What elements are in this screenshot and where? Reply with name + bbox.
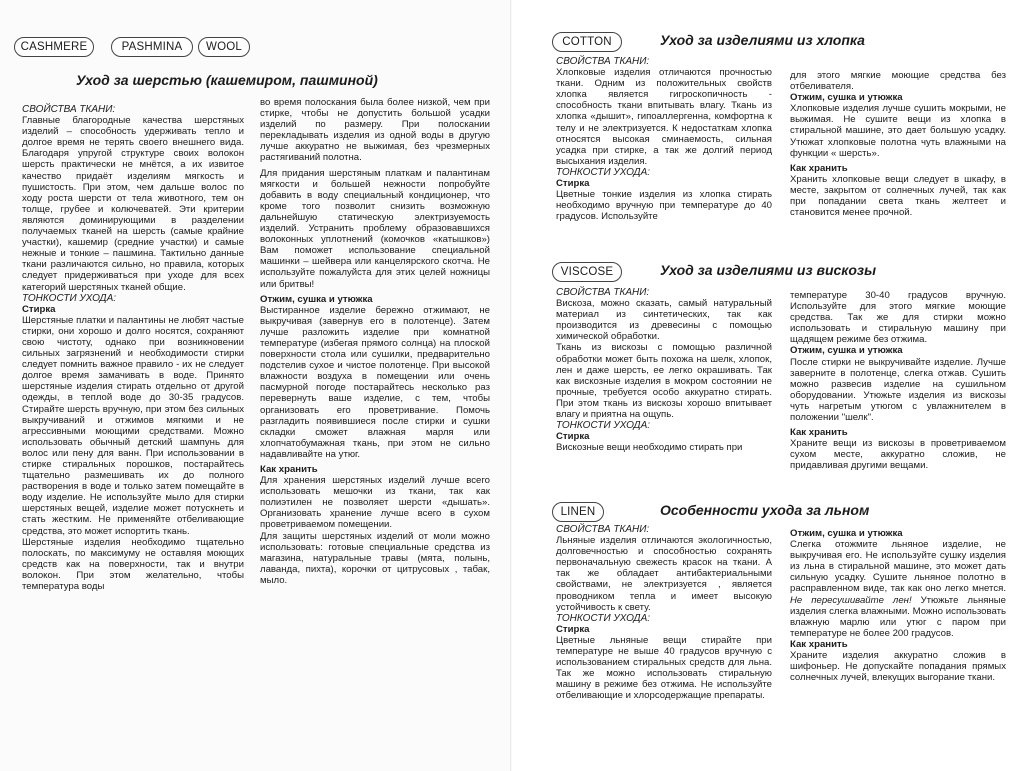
- viscose-care-label: ТОНКОСТИ УХОДА:: [556, 420, 651, 432]
- wool-rinse-continued: во время полоскания была более низкой, чем при стирке, чтобы не допустить большой усадки изделий по размеру. При полоскании перекладывать изделия из одной воды в другую лучше аккуратно не выжимая, без чрезмерных растягиваний полотна.: [260, 97, 490, 164]
- cotton-col2-text: для этого мягкие моющие средства без отбеливателя.: [790, 70, 1006, 93]
- linen-title: Особенности ухода за льном: [660, 502, 870, 518]
- viscose-col2-text: температуре 30-40 градусов вручную. Используйте для этого мягкие моющие средства. Так же для стирки можно использовать и стиральную машину при щадящем режиме без отжима.: [790, 290, 1006, 346]
- cotton-props-text: Хлопковые изделия отличаются прочностью ткани. Одним из положительных свойств хлопка является гигроскопичность - способность ткани впитывать влагу. Ткань из хлопка «дышит», гипоаллергенна, комфортна к телу и не электризуется. К недостаткам хлопка относятся высокая сминаемость, сильная усадка при стирке, а так же долгий период высыхания изделия.: [556, 67, 772, 167]
- cotton-dry-text: Хлопковые изделия лучше сушить мокрыми, не выжимая. Не сушите вещи из хлопка в стиральной машине, это дает большую усадку. Утюжат хлопковые полотна чуть влажными на функции « шерсть».: [790, 103, 1006, 159]
- cotton-care-label: ТОНКОСТИ УХОДА:: [556, 166, 651, 178]
- wool-wash-text: Шерстяные платки и палантины не любят частые стирки, они хорошо и долго носятся, сохраняют свою чистоту, однако при возникновении сильных загрязнений и необходимости стирки следует помнить важное правило - их не следует долгое время замачивать в воде. Принято шерстяные изделия стирать отдельно от другой одежды, в теплой воде до 30-35 градусов. Стирайте шерсть вручную, при этом без сильных выкручиваний и отжимов мягкими и не агрессивными моющими средствами. Можно использовать обычный детский шампунь для волос или пену для ванн. При использовании в стирке стиральных порошков, постарайтесь тщательно размешивать их до полного растворения в воде и только затем помещайте в воду изделие. Не используйте мыло для стирки шерстяных вещей, изделие может потускнеть и стать жестким. Не применяйте отбеливающие средства, это может испортить ткань.: [22, 314, 244, 537]
- wool-moth-text: Для защиты шерстяных изделий от моли можно использовать: готовые специальные средства из магазина, натуральные травы (мята, полынь, лаванда, пихта), корочки от цитрусовых , табак, мыло.: [260, 530, 490, 586]
- viscose-store-text: Храните вещи из вискозы в проветриваемом сухом месте, аккуратно сложив, не придавливая другими вещами.: [790, 438, 1006, 472]
- viscose-column-1: [556, 287, 772, 453]
- cotton-store-text: Хранить хлопковые вещи следует в шкафу, в месте, закрытом от солнечных лучей, так как при попадании света ткань желтеет и становится менее прочной.: [790, 173, 1006, 219]
- cotton-wash-label: Стирка: [556, 178, 590, 190]
- wool-title: Уход за шерстью (кашемиром, пашминой): [76, 72, 378, 88]
- tag-linen: LINEN: [552, 502, 604, 522]
- viscose-column-2: [790, 290, 1006, 472]
- cotton-store-label: Как хранить: [790, 162, 848, 174]
- cotton-title: Уход за изделиями из хлопка: [660, 32, 865, 48]
- linen-column-1: [556, 524, 772, 702]
- linen-wash-text: Цветные льняные вещи стирайте при температуре не выше 40 градусов вручную с использованием стиральных средств для льна. Так же можно использовать стиральную машину в режиме без отжима. Не используйте отбеливающие и хлорсодержащие препараты.: [556, 634, 772, 702]
- cotton-dry-label: Отжим, сушка и утюжка: [790, 92, 903, 104]
- tag-viscose: VISCOSE: [552, 262, 622, 282]
- linen-props-label: СВОЙСТВА ТКАНИ:: [556, 524, 650, 535]
- tag-wool: WOOL: [198, 37, 250, 57]
- wool-column-1: [22, 104, 244, 592]
- viscose-wash-label: Стирка: [556, 431, 590, 443]
- linen-props-text: Льняные изделия отличаются экологичностью, долговечностью и способностью сохранять первоначальную свежесть красок на ткани. А так же обладает антибактериальными свойствами, не электризуется , является проводником тепла и имеет высокую устойчивость к свету.: [556, 535, 772, 613]
- viscose-store-label: Как хранить: [790, 427, 848, 439]
- viscose-props-label: СВОЙСТВА ТКАНИ:: [556, 287, 650, 298]
- wool-props-text: Главные благородные качества шерстяных изделий – способность удерживать тепло и долгое время не терять своего внешнего вида. Благодаря упругой структуре своих волокон шерсть практически не мнётся, а их извитое качество придаёт изделиям мягкость и пушистость. При этом, чем дальше волос по ходу роста шерсти от тела животного, тем он толще, грубее и колючеватей. Эти критерии являются доминирующими в разделении получаемых тканей на шерсть (самые крайние участки), кашемир (средние участки) и самые нежные и тонкие – пашмина. Тактильно данные ткани различаются сильно, но правила, которых следует придерживаться при уходе для всех категорий шерстяных тканей общие.: [22, 115, 244, 293]
- viscose-props-text-2: Ткань из вискозы с помощью различной обработки может быть похожа на шелк, хлопок, лен и даже шерсть, ее легко окрашивать. Так как вискозные изделия в мокром состоянии не прочные, требуется особо аккуратно стирать. При этом ткань из вискозы хорошо впитывает влагу и приятна на ощупь.: [556, 342, 772, 421]
- viscose-dry-text: После стирки не выкручивайте изделие. Лучше заверните в полотенце, слегка отжав. Сушить можно развесив изделие на сушильном оборудовании. Утюжьте изделия из вискозы чуть нагретым утюгом с увлажнителем в положении "шелк".: [790, 356, 1006, 424]
- viscose-props-text: Вискоза, можно сказать, самый натуральный материал из синтетических, так как производится из древесины с помощью химической обработки.: [556, 298, 772, 343]
- linen-wash-label: Стирка: [556, 623, 590, 635]
- tag-cotton: COTTON: [552, 32, 622, 52]
- wool-column-2: [260, 97, 490, 586]
- linen-dry-text-b: Утюжьте льняные изделия слегка влажными. Можно использовать влажную марлю или утюг с паром при температуре не более 200 градусов.: [790, 594, 1006, 639]
- wool-care-label: ТОНКОСТИ УХОДА:: [22, 292, 117, 304]
- linen-dry-label: Отжим, сушка и утюжка: [790, 528, 903, 539]
- viscose-dry-label: Отжим, сушка и утюжка: [790, 345, 903, 357]
- wool-wash-label: Стирка: [22, 303, 56, 315]
- wool-store-text: Для хранения шерстяных изделий лучше всего использовать мешочки из ткани, так как полиэтилен не позволяет шерсти «дышать». Организовать хранение лучше всего в сухом проветриваемом помещении.: [260, 475, 490, 531]
- wool-rinse-text: Шерстяные изделия необходимо тщательно полоскать, по максимуму не оставляя моющих средств как на поверхности, так и внутри волокон. При этом желательно, чтобы температура воды: [22, 536, 244, 593]
- tag-pashmina: PASHMINA: [111, 37, 193, 57]
- wool-store-label: Как хранить: [260, 464, 318, 475]
- linen-care-label: ТОНКОСТИ УХОДА:: [556, 612, 651, 624]
- linen-store-label: Как хранить: [790, 638, 848, 650]
- wool-softener-text: Для придания шерстяным платкам и палантинам мягкости и большей нежности попробуйте добавить в воду специальный кондиционер, что кроме того позволит снизить возможную дальнейшую статическую электризуемость изделий. Устранить проблему образовавшихся волоконных уплотнений (комочков «катышков») Вам поможет использование специальной машинки – шейвера или канцелярского скотча. Не используйте пожалуйста для этих целей ножницы или бритвы!: [260, 167, 490, 290]
- linen-dry-text-a: Слегка отожмите льняное изделие, не выкручивая его. Не используйте сушку изделия из льна в стиральной машине, это может дать сильную усадку. Сушите льняное полотно в расправленном виде, так как оно легко мнется.: [790, 539, 1006, 595]
- cotton-column-2: [790, 70, 1006, 218]
- right-page: [512, 0, 1024, 771]
- linen-store-text: Храните изделия аккуратно сложив в шифоньер. Не допускайте попадания прямых солнечных лучей, влекущих выгорание ткани.: [790, 650, 1006, 684]
- cotton-wash-text: Цветные тонкие изделия из хлопка стирать необходимо вручную при температуре до 40 градусов. Используйте: [556, 189, 772, 223]
- wool-dry-text: Выстиранное изделие бережно отжимают, не выкручивая (завернув его в полотенце). Затем лучше разложить изделие при комнатной температуре (избегая прямого солнца) на плоской поверхности стола или сушилки, предварительно подстелив сухое и чистое полотенце. При высокой влажности воздуха в помещении или очень пасмурной погоде постарайтесь несколько раз перевернуть ваше изделие, с тем, чтобы организовать его проветривание. Помочь разгладить появившиеся после стирки и сушки складки сможет влажная марля или хлопчатобумажная ткань, при этом не сильно надавливайте на утюг.: [260, 304, 490, 460]
- cotton-props-label: СВОЙСТВА ТКАНИ:: [556, 56, 650, 67]
- linen-column-2: [790, 528, 1006, 683]
- linen-dry-text: [790, 539, 1006, 639]
- viscose-title: Уход за изделиями из вискозы: [660, 262, 877, 278]
- cotton-column-1: [556, 56, 772, 222]
- linen-dry-warning: Не пересушивайте лен!: [790, 594, 912, 606]
- wool-props-label: СВОЙСТВА ТКАНИ:: [22, 104, 116, 115]
- viscose-wash-text: Вискозные вещи необходимо стирать при: [556, 442, 743, 454]
- tag-cashmere: CASHMERE: [14, 37, 94, 57]
- wool-dry-label: Отжим, сушка и утюжка: [260, 293, 373, 305]
